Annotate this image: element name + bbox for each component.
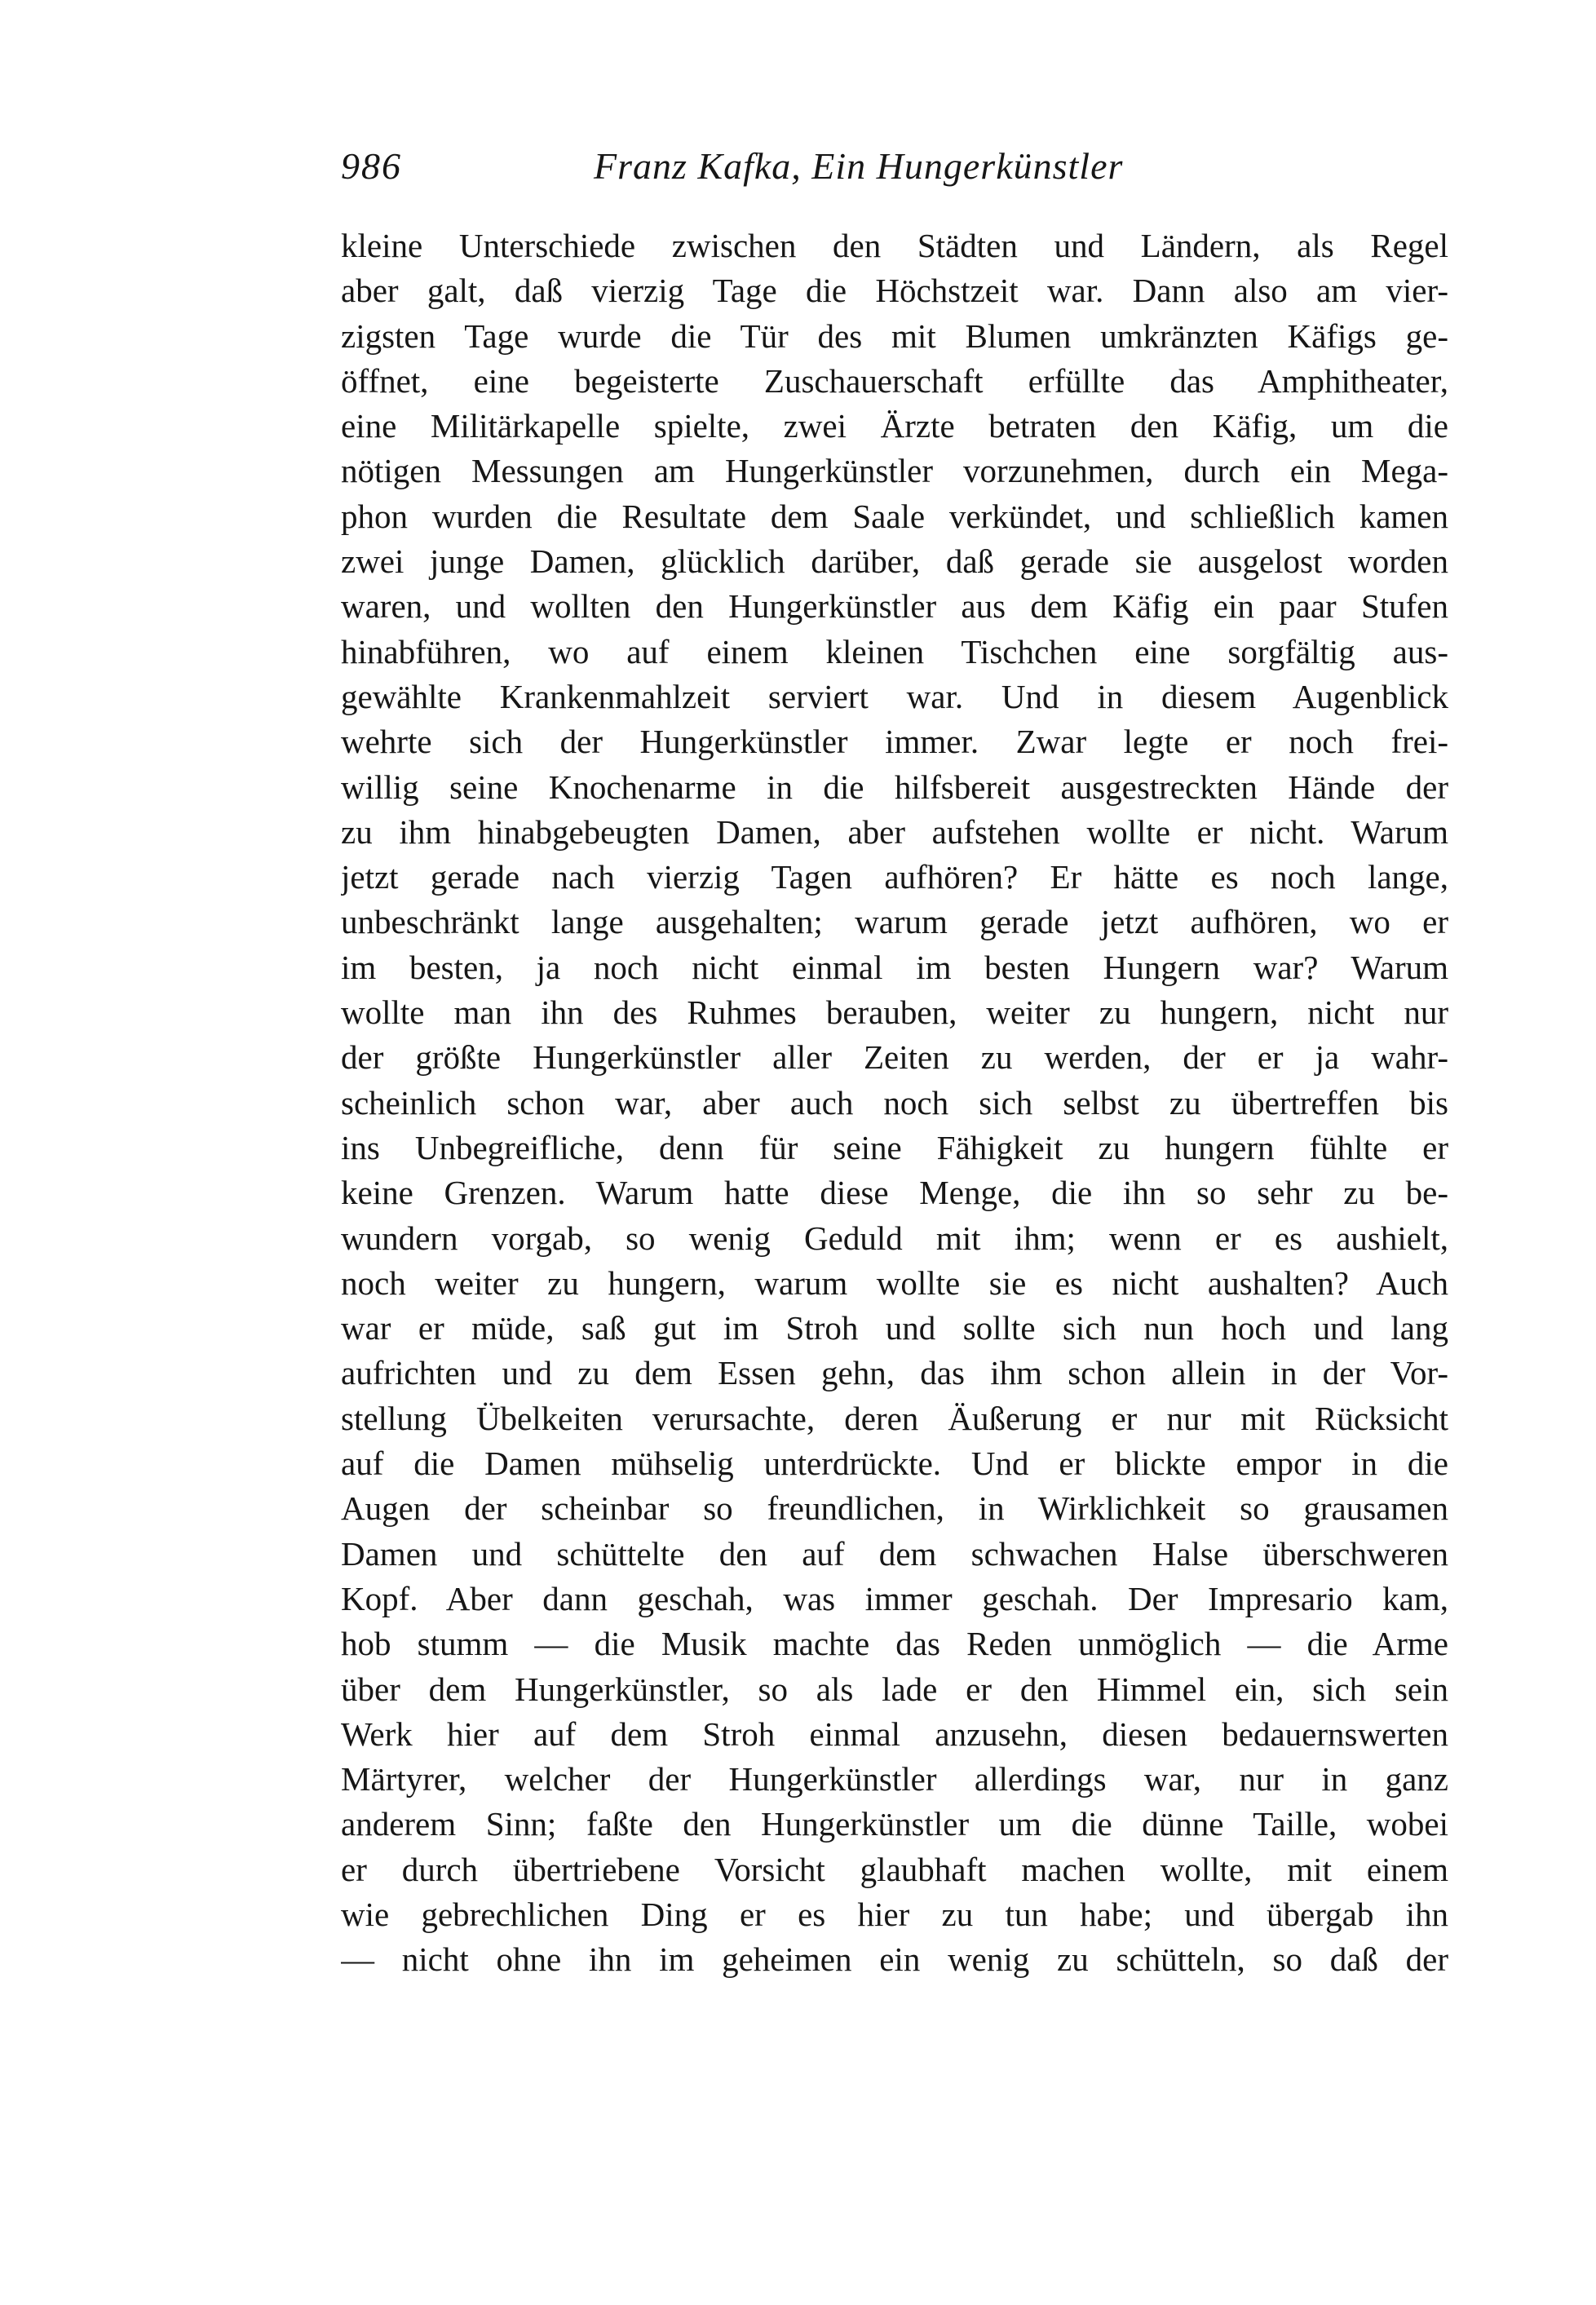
text-line: auf die Damen mühselig unterdrückte. Und er blickte empor in die [341,1444,1448,1483]
text-line: gewählte Krankenmahlzeit serviert war. Und in diesem Augenblick [341,677,1448,715]
text-line: Werk hier auf dem Stroh einmal anzusehn, diesen bedauernswerten [341,1714,1448,1753]
text-line: kleine Unterschiede zwischen den Städten und Ländern, als Regel [341,227,1448,264]
text-line: der größte Hungerkünstler aller Zeiten zu werden, der er ja wahr- [341,1038,1448,1077]
text-line: über dem Hungerkünstler, so als lade er den Himmel ein, sich sein [341,1670,1448,1708]
text-line: aufrichten und zu dem Essen gehn, das ihm schon allein in der Vor- [341,1354,1448,1392]
text-line: stellung Übelkeiten verursachte, deren Äußerung er nur mit Rücksicht [341,1399,1448,1437]
text-line: eine Militärkapelle spielte, zwei Ärzte betraten den Käfig, um die [341,407,1448,445]
text-line: Augen der scheinbar so freundlichen, in Wirklichkeit so grausamen [341,1489,1448,1528]
text-line: Damen und schüttelte den auf dem schwachen Halse überschweren [341,1534,1448,1573]
text-line: nötigen Messungen am Hungerkünstler vorzunehmen, durch ein Mega- [341,452,1448,490]
text-line: wehrte sich der Hungerkünstler immer. Zwar legte er noch frei- [341,723,1448,761]
text-line: zigsten Tage wurde die Tür des mit Blumen umkränzten Käfigs ge- [341,316,1448,355]
body-text [341,223,1448,1983]
text-line: willig seine Knochenarme in die hilfsbereit ausgestreckten Hände der [341,768,1448,806]
text-line: Märtyrer, welcher der Hungerkünstler allerdings war, nur in ganz [341,1760,1448,1798]
text-line: öffnet, eine begeisterte Zuschauerschaft erfüllte das Amphitheater, [341,361,1448,400]
text-line: zwei junge Damen, glücklich darüber, daß gerade sie ausgelost worden [341,542,1448,581]
text-line: jetzt gerade nach vierzig Tagen aufhören? Er hätte es noch lange, [341,858,1448,896]
text-line: im besten, ja noch nicht einmal im besten Hungern war? Warum [341,948,1448,986]
text-line: zu ihm hinabgebeugten Damen, aber aufstehen wollte er nicht. Warum [341,812,1448,851]
text-line: phon wurden die Resultate dem Saale verkündet, und schließlich kamen [341,497,1448,535]
text-line: keine Grenzen. Warum hatte diese Menge, die ihn so sehr zu be- [341,1174,1448,1212]
page-number: 986 [341,145,402,187]
text-line: anderem Sinn; faßte den Hungerkünstler um die dünne Taille, wobei [341,1805,1448,1843]
text-line: wundern vorgab, so wenig Geduld mit ihm; wenn er es aushielt, [341,1219,1448,1257]
running-head [341,137,1450,196]
text-line: — nicht ohne ihn im geheimen ein wenig zu schütteln, so daß der [341,1940,1448,1979]
text-line: noch weiter zu hungern, warum wollte sie es nicht aushalten? Auch [341,1263,1448,1302]
text-line: war er müde, saß gut im Stroh und sollte sich nun hoch und lang [341,1309,1448,1347]
text-line: wie gebrechlichen Ding er es hier zu tun habe; und übergab ihn [341,1895,1448,1933]
text-line: scheinlich schon war, aber auch noch sich selbst zu übertreffen bis [341,1083,1448,1122]
text-line: wollte man ihn des Ruhmes berauben, weiter zu hungern, nicht nur [341,993,1448,1032]
running-head-title: Franz Kafka, Ein Hungerkünstler [594,145,1124,187]
text-line: hinabführen, wo auf einem kleinen Tischchen eine sorgfältig aus- [341,632,1448,670]
text-line: unbeschränkt lange ausgehalten; warum gerade jetzt aufhören, wo er [341,903,1448,941]
text-line: waren, und wollten den Hungerkünstler aus dem Käfig ein paar Stufen [341,587,1448,626]
text-line: er durch übertriebene Vorsicht glaubhaft machen wollte, mit einem [341,1850,1448,1888]
text-line: hob stumm — die Musik machte das Reden unmöglich — die Arme [341,1625,1448,1663]
text-line: ins Unbegreifliche, denn für seine Fähigkeit zu hungern fühlte er [341,1128,1448,1166]
text-line: aber galt, daß vierzig Tage die Höchstzeit war. Dann also am vier- [341,272,1448,310]
text-line: Kopf. Aber dann geschah, was immer geschah. Der Impresario kam, [341,1579,1448,1617]
